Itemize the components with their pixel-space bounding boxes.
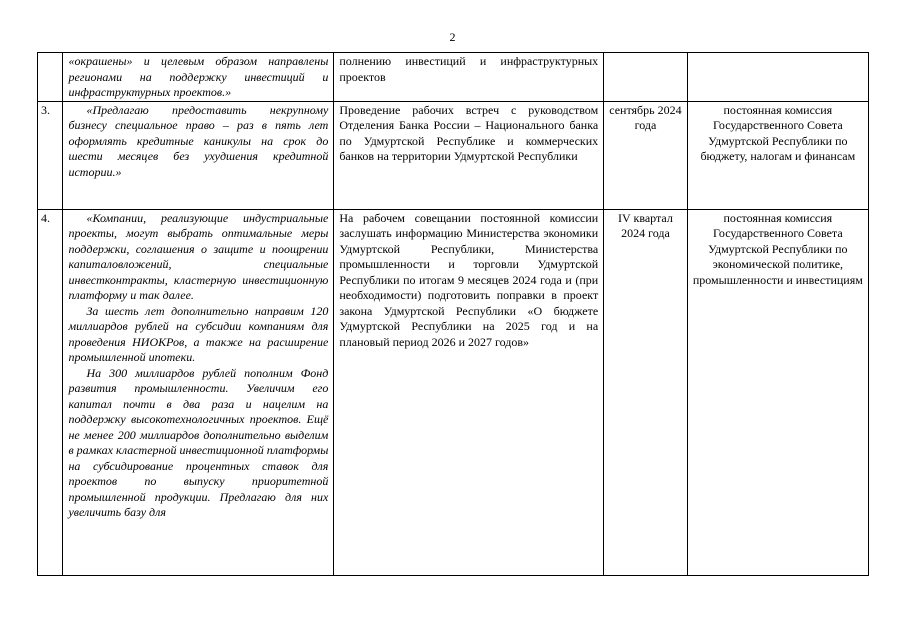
date-cell: сентябрь 2024 года xyxy=(604,101,688,209)
responsible-cell: постоянная комиссия Государственного Совета Удмуртской Республики по бюджету, налогам и финансам xyxy=(687,101,868,209)
quote-cell xyxy=(63,101,334,209)
row-number xyxy=(38,53,63,102)
table-row xyxy=(38,209,869,575)
page-number: 2 xyxy=(449,30,456,44)
row-number: 4. xyxy=(38,209,63,575)
responsible-cell: постоянная комиссия Государственного Совета Удмуртской Республики по экономической политике, промышленности и инвестициям xyxy=(687,209,868,575)
date-cell: IV квартал 2024 года xyxy=(604,209,688,575)
quote-paragraph: «Предлагаю предоставить некрупному бизнесу специальное право – раз в пять лет оформлять кредитные каникулы на срок до шести месяцев без ухудшения кредитной истории.» xyxy=(68,102,329,179)
table-row xyxy=(38,53,869,102)
action-cell: На рабочем совещании постоянной комиссии заслушать информацию Министерства экономики Удмуртской Республики, Министерства промышленности и торговли Удмуртской Республики по итогам 9 месяцев 2024 года и (при необходимости) подготовить поправки в проект закона Удмуртской Республики «О бюджете Удмуртской Республики на 2025 год и на плановый период 2026 и 2027 годов» xyxy=(334,209,604,575)
quote-paragraph: На 300 миллиардов рублей пополним Фонд развития промышленности. Увеличим его капитал почти в два раза и нацелим на поддержку высокотехнологичных проектов. Ещё не менее 200 миллиардов дополнительно выделим в рамках кластерной инвестиционной платформы на субсидирование процентных ставок для проектов по выпуску приоритетной промышленной продукции. Предлагаю для них увеличить базу для xyxy=(68,365,329,519)
row-number: 3. xyxy=(38,101,63,209)
action-cell: полнению инвестиций и инфраструктурных проектов xyxy=(334,53,604,102)
quote-paragraph: «окрашены» и целевым образом направлены регионами на поддержку инвестиций и инфраструктурных проектов.» xyxy=(68,54,329,99)
responsible-cell xyxy=(687,53,868,102)
plan-table xyxy=(37,52,869,576)
table-row xyxy=(38,101,869,209)
quote-cell xyxy=(63,209,334,575)
quote-cell xyxy=(63,53,334,102)
quote-paragraph: За шесть лет дополнительно направим 120 миллиардов рублей на субсидии компаниям для проведения НИОКРов, а также на расширение промышленной ипотеки. xyxy=(68,303,329,364)
action-cell: Проведение рабочих встреч с руководством Отделения Банка России – Национального банка по Удмуртской Республике и коммерческих банков на территории Удмуртской Республики xyxy=(334,101,604,209)
date-cell xyxy=(604,53,688,102)
quote-paragraph: «Компании, реализующие индустриальные проекты, могут выбрать оптимальные меры поддержки, соглашения о защите и поощрении капиталовложений, специальные инвестконтракты, кластерную инвестиционную платформу и так далее. xyxy=(68,210,329,302)
